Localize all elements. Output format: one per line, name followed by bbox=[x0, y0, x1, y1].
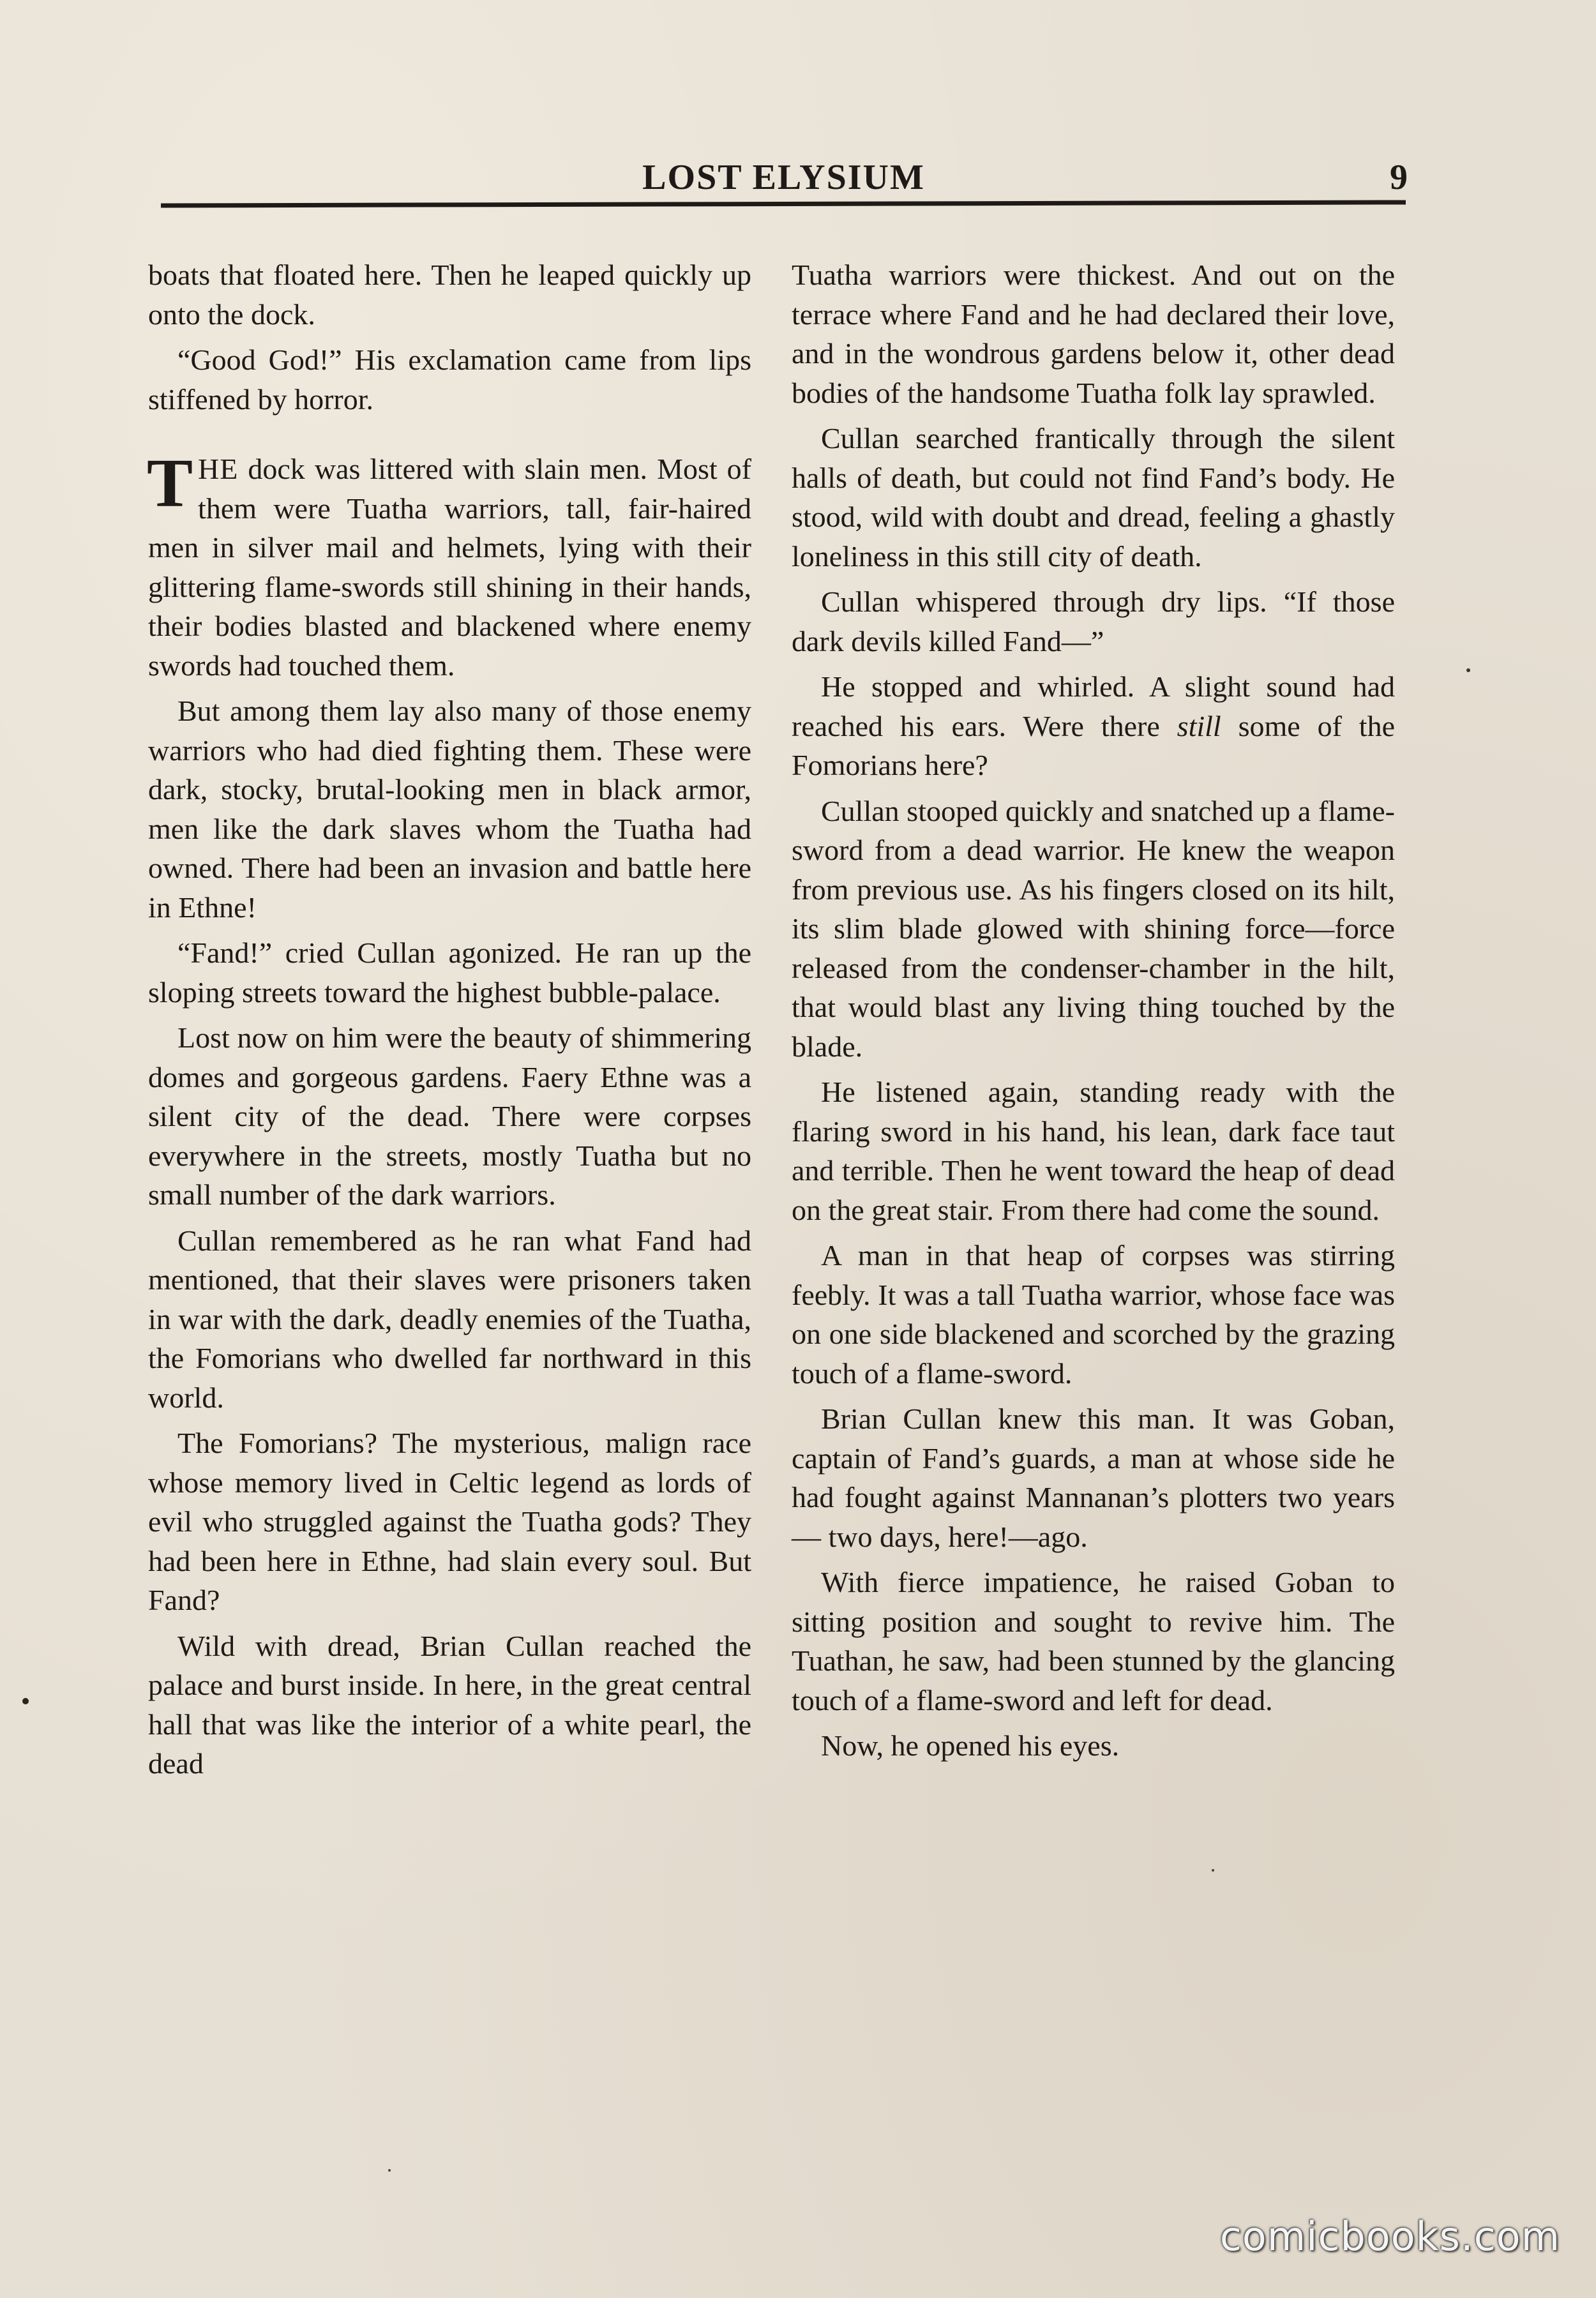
paragraph: “Good God!” His exclamation came from lips stiffened by horror. bbox=[148, 343, 751, 416]
paragraph-text: some of the Fomorians here? bbox=[792, 709, 1395, 781]
paragraph bbox=[792, 667, 1395, 785]
paragraph: A man in that heap of corpses was stirring feebly. It was a tall Tuatha warrior, whose face was on one side blackened and scorched by the grazing touch of a flame-sword. bbox=[792, 1239, 1395, 1390]
paragraph: “Fand!” cried Cullan agonized. He ran up the sloping streets toward the highest bubble-palace. bbox=[148, 936, 751, 1009]
drop-cap: T bbox=[147, 446, 193, 522]
emphasis-word: still bbox=[1177, 709, 1221, 742]
running-title: LOST ELYSIUM bbox=[642, 158, 925, 197]
paragraph: But among them lay also many of those enemy warriors who had died fighting them. These were dark, stocky, brutal-looking men in black armor, men like the dark slaves whom the Tuatha had owned. There had been an invasion and battle here in Ethne! bbox=[148, 695, 751, 924]
paragraph: The Fomorians? The mysterious, malign race whose memory lived in Celtic legend as lords of evil who struggled against the Tuatha gods? They had been here in Ethne, had slain every soul. But Fand? bbox=[148, 1427, 751, 1616]
paragraph: He listened again, standing ready with the flaring sword in his hand, his lean, dark face taut and terrible. Then he went toward the heap of dead on the great stair. From there had come the sound. bbox=[792, 1076, 1395, 1226]
paragraph-text: He stopped and whirled. A slight sound had reached his ears. Were there bbox=[792, 670, 1395, 742]
running-head bbox=[160, 154, 1408, 206]
paragraph: Tuatha warriors were thickest. And out on the terrace where Fand and he had declared their love, and in the wondrous gardens below it, other dead bodies of the handsome Tuatha folk lay sprawled. bbox=[792, 259, 1395, 409]
paragraph-dropcap bbox=[147, 446, 751, 685]
paragraph: Cullan whispered through dry lips. “If those dark devils killed Fand—” bbox=[792, 585, 1395, 657]
paragraph: With fierce impatience, he raised Goban to sitting position and sought to revive him. The Tuathan, he saw, had been stunned by the glancing touch of a flame-sword and left for dead. bbox=[792, 1566, 1395, 1716]
paragraph: Wild with dread, Brian Cullan reached the palace and burst inside. In here, in the great central hall that was like the interior of a white pearl, the dead bbox=[148, 1629, 751, 1780]
paragraph-text: dock was littered with slain men. Most of them were Tuatha warriors, tall, fair-haired men in silver mail and helmets, lying with their glittering flame-swords still shining in their hands, their bodies blasted and blackened where enemy swords had touched them. bbox=[148, 453, 751, 682]
paragraph: Now, he opened his eyes. bbox=[821, 1729, 1120, 1762]
paragraph: Cullan remembered as he ran what Fand had mentioned, that their slaves were prisoners taken in war with the dark, deadly enemies of the Tuatha, the Fomorians who dwelled far northward in this world. bbox=[148, 1224, 751, 1414]
paragraph: boats that floated here. Then he leaped quickly up onto the dock. bbox=[148, 259, 751, 331]
site-watermark: comicbooks.com bbox=[1219, 2213, 1560, 2260]
paragraph: Lost now on him were the beauty of shimmering domes and gorgeous gardens. Faery Ethne was a silent city of the dead. There were corpses everywhere in the streets, mostly Tuatha but no small number of the dark warriors. bbox=[148, 1021, 751, 1211]
small-caps-word: HE bbox=[198, 453, 239, 485]
right-column bbox=[792, 255, 1395, 1772]
paragraph: Brian Cullan knew this man. It was Goban, captain of Fand’s guards, a man at whose side he had fought against Mannanan’s plotters two years — two days, here!—ago. bbox=[792, 1402, 1395, 1553]
page-number: 9 bbox=[1390, 158, 1408, 197]
paragraph: Cullan searched frantically through the silent halls of death, but could not find Fand’s body. He stood, wild with doubt and dread, feeling a ghastly loneliness in this still city of death. bbox=[792, 422, 1395, 573]
paragraph: Cullan stooped quickly and snatched up a flame-sword from a dead warrior. He knew the weapon from previous use. As his fingers closed on its hilt, its slim blade glowed with shining force—force released from the condenser-chamber in the hilt, that would blast any living thing touched by the blade. bbox=[792, 794, 1395, 1063]
left-column bbox=[148, 255, 751, 1790]
